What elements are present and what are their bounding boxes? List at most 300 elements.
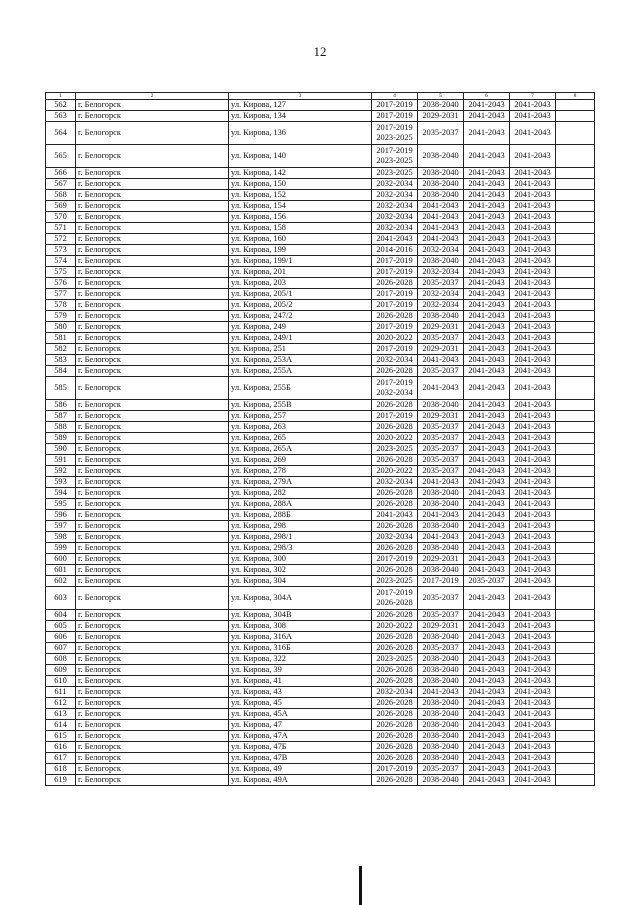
period-col6-cell: 2041-2043 bbox=[464, 543, 510, 554]
row-number-cell: 609 bbox=[46, 665, 76, 676]
col8-cell bbox=[556, 654, 595, 665]
city-cell: г. Белогорск bbox=[76, 333, 229, 344]
period-col5-cell: 2038-2040 bbox=[418, 731, 464, 742]
period-col5-cell: 2041-2043 bbox=[418, 510, 464, 521]
city-cell: г. Белогорск bbox=[76, 499, 229, 510]
city-cell: г. Белогорск bbox=[76, 433, 229, 444]
column-number: 4 bbox=[372, 93, 418, 100]
period-col6-cell: 2041-2043 bbox=[464, 179, 510, 190]
period-col6-cell: 2041-2043 bbox=[464, 587, 510, 610]
period-col7-cell: 2041-2043 bbox=[510, 256, 556, 267]
table-row bbox=[46, 510, 595, 521]
period-col5-cell: 2038-2040 bbox=[418, 632, 464, 643]
city-cell: г. Белогорск bbox=[76, 122, 229, 145]
period-col5-cell: 2029-2031 bbox=[418, 322, 464, 333]
address-cell: ул. Кирова, 49 bbox=[229, 764, 372, 775]
table-row bbox=[46, 632, 595, 643]
period-col6-cell: 2041-2043 bbox=[464, 521, 510, 532]
table-row bbox=[46, 742, 595, 753]
period-col7-cell: 2041-2043 bbox=[510, 455, 556, 466]
col8-cell bbox=[556, 554, 595, 565]
city-cell: г. Белогорск bbox=[76, 311, 229, 322]
city-cell: г. Белогорск bbox=[76, 455, 229, 466]
city-cell: г. Белогорск bbox=[76, 422, 229, 433]
address-cell: ул. Кирова, 45 bbox=[229, 698, 372, 709]
table-row bbox=[46, 111, 595, 122]
col8-cell bbox=[556, 709, 595, 720]
period-col4-cell: 2026-2028 bbox=[372, 676, 418, 687]
address-cell: ул. Кирова, 158 bbox=[229, 223, 372, 234]
address-cell: ул. Кирова, 45А bbox=[229, 709, 372, 720]
row-number-cell: 586 bbox=[46, 400, 76, 411]
period-col7-cell: 2041-2043 bbox=[510, 433, 556, 444]
row-number-cell: 571 bbox=[46, 223, 76, 234]
col8-cell bbox=[556, 122, 595, 145]
period-col4-cell: 2026-2028 bbox=[372, 543, 418, 554]
period-col6-cell: 2041-2043 bbox=[464, 433, 510, 444]
city-cell: г. Белогорск bbox=[76, 753, 229, 764]
period-col7-cell: 2041-2043 bbox=[510, 168, 556, 179]
period-col6-cell: 2035-2037 bbox=[464, 576, 510, 587]
period-col6-cell: 2041-2043 bbox=[464, 122, 510, 145]
table-row bbox=[46, 300, 595, 311]
row-number-cell: 566 bbox=[46, 168, 76, 179]
period-col5-cell: 2038-2040 bbox=[418, 521, 464, 532]
table-row bbox=[46, 576, 595, 587]
table-row bbox=[46, 234, 595, 245]
row-number-cell: 581 bbox=[46, 333, 76, 344]
period-col4-cell: 2026-2028 bbox=[372, 565, 418, 576]
city-cell: г. Белогорск bbox=[76, 742, 229, 753]
row-number-cell: 617 bbox=[46, 753, 76, 764]
table-row bbox=[46, 122, 595, 145]
period-col5-cell: 2035-2037 bbox=[418, 610, 464, 621]
city-cell: г. Белогорск bbox=[76, 587, 229, 610]
period-col5-cell: 2035-2037 bbox=[418, 366, 464, 377]
city-cell: г. Белогорск bbox=[76, 267, 229, 278]
period-col4-cell: 2023-2025 bbox=[372, 444, 418, 455]
city-cell: г. Белогорск bbox=[76, 444, 229, 455]
table-row bbox=[46, 565, 595, 576]
period-col6-cell: 2041-2043 bbox=[464, 234, 510, 245]
col8-cell bbox=[556, 543, 595, 554]
row-number-cell: 570 bbox=[46, 212, 76, 223]
address-cell: ул. Кирова, 304В bbox=[229, 610, 372, 621]
period-col7-cell: 2041-2043 bbox=[510, 709, 556, 720]
period-col5-cell: 2038-2040 bbox=[418, 709, 464, 720]
address-cell: ул. Кирова, 288А bbox=[229, 499, 372, 510]
address-cell: ул. Кирова, 160 bbox=[229, 234, 372, 245]
address-cell: ул. Кирова, 142 bbox=[229, 168, 372, 179]
period-col7-cell: 2041-2043 bbox=[510, 477, 556, 488]
row-number-cell: 576 bbox=[46, 278, 76, 289]
table-row bbox=[46, 444, 595, 455]
period-col4-cell: 2032-2034 bbox=[372, 477, 418, 488]
period-col6-cell: 2041-2043 bbox=[464, 422, 510, 433]
city-cell: г. Белогорск bbox=[76, 466, 229, 477]
period-col5-cell: 2035-2037 bbox=[418, 122, 464, 145]
table-row bbox=[46, 488, 595, 499]
period-col4-cell: 2020-2022 bbox=[372, 433, 418, 444]
col8-cell bbox=[556, 234, 595, 245]
period-col5-cell: 2041-2043 bbox=[418, 532, 464, 543]
col8-cell bbox=[556, 411, 595, 422]
col8-cell bbox=[556, 510, 595, 521]
row-number-cell: 611 bbox=[46, 687, 76, 698]
col8-cell bbox=[556, 212, 595, 223]
period-col5-cell: 2035-2037 bbox=[418, 643, 464, 654]
period-col5-cell: 2035-2037 bbox=[418, 278, 464, 289]
address-cell: ул. Кирова, 255А bbox=[229, 366, 372, 377]
period-col4-cell: 2017-2019 bbox=[372, 554, 418, 565]
city-cell: г. Белогорск bbox=[76, 720, 229, 731]
period-col7-cell: 2041-2043 bbox=[510, 212, 556, 223]
city-cell: г. Белогорск bbox=[76, 477, 229, 488]
address-cell: ул. Кирова, 278 bbox=[229, 466, 372, 477]
table-row bbox=[46, 190, 595, 201]
period-col5-cell: 2041-2043 bbox=[418, 212, 464, 223]
col8-cell bbox=[556, 742, 595, 753]
address-cell: ул. Кирова, 249/1 bbox=[229, 333, 372, 344]
period-col7-cell: 2041-2043 bbox=[510, 234, 556, 245]
table-row bbox=[46, 322, 595, 333]
period-col4-cell: 2017-2019 bbox=[372, 344, 418, 355]
row-number-cell: 606 bbox=[46, 632, 76, 643]
table-row bbox=[46, 355, 595, 366]
col8-cell bbox=[556, 245, 595, 256]
city-cell: г. Белогорск bbox=[76, 610, 229, 621]
col8-cell bbox=[556, 576, 595, 587]
period-col5-cell: 2038-2040 bbox=[418, 543, 464, 554]
period-col6-cell: 2041-2043 bbox=[464, 665, 510, 676]
period-col7-cell: 2041-2043 bbox=[510, 587, 556, 610]
period-col6-cell: 2041-2043 bbox=[464, 311, 510, 322]
address-cell: ул. Кирова, 300 bbox=[229, 554, 372, 565]
period-col4-cell: 2026-2028 bbox=[372, 422, 418, 433]
period-col6-cell: 2041-2043 bbox=[464, 111, 510, 122]
period-col4-cell: 2032-2034 bbox=[372, 223, 418, 234]
period-col4-cell: 2026-2028 bbox=[372, 643, 418, 654]
address-cell: ул. Кирова, 304А bbox=[229, 587, 372, 610]
address-cell: ул. Кирова, 152 bbox=[229, 190, 372, 201]
row-number-cell: 575 bbox=[46, 267, 76, 278]
period-col4-cell: 2017-2019 2023-2025 bbox=[372, 122, 418, 145]
period-col7-cell: 2041-2043 bbox=[510, 355, 556, 366]
period-col5-cell: 2035-2037 bbox=[418, 455, 464, 466]
city-cell: г. Белогорск bbox=[76, 632, 229, 643]
col8-cell bbox=[556, 333, 595, 344]
city-cell: г. Белогорск bbox=[76, 411, 229, 422]
row-number-cell: 603 bbox=[46, 587, 76, 610]
row-number-cell: 593 bbox=[46, 477, 76, 488]
period-col7-cell: 2041-2043 bbox=[510, 322, 556, 333]
period-col7-cell: 2041-2043 bbox=[510, 145, 556, 168]
period-col5-cell: 2041-2043 bbox=[418, 355, 464, 366]
col8-cell bbox=[556, 455, 595, 466]
col8-cell bbox=[556, 256, 595, 267]
col8-cell bbox=[556, 433, 595, 444]
period-col6-cell: 2041-2043 bbox=[464, 411, 510, 422]
period-col5-cell: 2038-2040 bbox=[418, 775, 464, 786]
period-col7-cell: 2041-2043 bbox=[510, 400, 556, 411]
address-cell: ул. Кирова, 150 bbox=[229, 179, 372, 190]
city-cell: г. Белогорск bbox=[76, 764, 229, 775]
table-row bbox=[46, 499, 595, 510]
table-row bbox=[46, 720, 595, 731]
period-col6-cell: 2041-2043 bbox=[464, 554, 510, 565]
col8-cell bbox=[556, 565, 595, 576]
table-row bbox=[46, 212, 595, 223]
register-table bbox=[45, 92, 595, 786]
col8-cell bbox=[556, 223, 595, 234]
col8-cell bbox=[556, 311, 595, 322]
col8-cell bbox=[556, 466, 595, 477]
city-cell: г. Белогорск bbox=[76, 168, 229, 179]
period-col4-cell: 2023-2025 bbox=[372, 654, 418, 665]
table-row bbox=[46, 643, 595, 654]
address-cell: ул. Кирова, 247/2 bbox=[229, 311, 372, 322]
address-cell: ул. Кирова, 156 bbox=[229, 212, 372, 223]
row-number-cell: 619 bbox=[46, 775, 76, 786]
period-col5-cell: 2035-2037 bbox=[418, 333, 464, 344]
address-cell: ул. Кирова, 201 bbox=[229, 267, 372, 278]
row-number-cell: 585 bbox=[46, 377, 76, 400]
row-number-cell: 568 bbox=[46, 190, 76, 201]
address-cell: ул. Кирова, 47Б bbox=[229, 742, 372, 753]
address-cell: ул. Кирова, 265А bbox=[229, 444, 372, 455]
period-col7-cell: 2041-2043 bbox=[510, 687, 556, 698]
column-number-row bbox=[46, 93, 595, 100]
period-col6-cell: 2041-2043 bbox=[464, 687, 510, 698]
col8-cell bbox=[556, 444, 595, 455]
city-cell: г. Белогорск bbox=[76, 223, 229, 234]
col8-cell bbox=[556, 521, 595, 532]
period-col4-cell: 2026-2028 bbox=[372, 521, 418, 532]
period-col5-cell: 2041-2043 bbox=[418, 687, 464, 698]
col8-cell bbox=[556, 775, 595, 786]
period-col4-cell: 2017-2019 bbox=[372, 300, 418, 311]
table-row bbox=[46, 731, 595, 742]
table-row bbox=[46, 201, 595, 212]
table-row bbox=[46, 698, 595, 709]
city-cell: г. Белогорск bbox=[76, 145, 229, 168]
address-cell: ул. Кирова, 136 bbox=[229, 122, 372, 145]
col8-cell bbox=[556, 300, 595, 311]
period-col6-cell: 2041-2043 bbox=[464, 455, 510, 466]
address-cell: ул. Кирова, 316Б bbox=[229, 643, 372, 654]
period-col5-cell: 2038-2040 bbox=[418, 499, 464, 510]
table-row bbox=[46, 344, 595, 355]
address-cell: ул. Кирова, 298/1 bbox=[229, 532, 372, 543]
address-cell: ул. Кирова, 263 bbox=[229, 422, 372, 433]
address-cell: ул. Кирова, 269 bbox=[229, 455, 372, 466]
period-col5-cell: 2038-2040 bbox=[418, 311, 464, 322]
period-col4-cell: 2026-2028 bbox=[372, 731, 418, 742]
table-row bbox=[46, 477, 595, 488]
period-col7-cell: 2041-2043 bbox=[510, 190, 556, 201]
period-col7-cell: 2041-2043 bbox=[510, 532, 556, 543]
period-col6-cell: 2041-2043 bbox=[464, 212, 510, 223]
period-col5-cell: 2038-2040 bbox=[418, 179, 464, 190]
col8-cell bbox=[556, 190, 595, 201]
period-col6-cell: 2041-2043 bbox=[464, 610, 510, 621]
row-number-cell: 582 bbox=[46, 344, 76, 355]
address-cell: ул. Кирова, 47 bbox=[229, 720, 372, 731]
address-cell: ул. Кирова, 199 bbox=[229, 245, 372, 256]
period-col7-cell: 2041-2043 bbox=[510, 311, 556, 322]
period-col5-cell: 2029-2031 bbox=[418, 411, 464, 422]
address-cell: ул. Кирова, 154 bbox=[229, 201, 372, 212]
address-cell: ул. Кирова, 257 bbox=[229, 411, 372, 422]
address-cell: ул. Кирова, 282 bbox=[229, 488, 372, 499]
row-number-cell: 579 bbox=[46, 311, 76, 322]
city-cell: г. Белогорск bbox=[76, 179, 229, 190]
address-cell: ул. Кирова, 298 bbox=[229, 521, 372, 532]
city-cell: г. Белогорск bbox=[76, 521, 229, 532]
period-col4-cell: 2026-2028 bbox=[372, 742, 418, 753]
address-cell: ул. Кирова, 47В bbox=[229, 753, 372, 764]
period-col4-cell: 2026-2028 bbox=[372, 632, 418, 643]
col8-cell bbox=[556, 168, 595, 179]
address-cell: ул. Кирова, 41 bbox=[229, 676, 372, 687]
period-col4-cell: 2026-2028 bbox=[372, 311, 418, 322]
city-cell: г. Белогорск bbox=[76, 344, 229, 355]
period-col5-cell: 2029-2031 bbox=[418, 111, 464, 122]
address-cell: ул. Кирова, 205/1 bbox=[229, 289, 372, 300]
row-number-cell: 614 bbox=[46, 720, 76, 731]
col8-cell bbox=[556, 322, 595, 333]
address-cell: ул. Кирова, 316А bbox=[229, 632, 372, 643]
row-number-cell: 605 bbox=[46, 621, 76, 632]
address-cell: ул. Кирова, 308 bbox=[229, 621, 372, 632]
period-col4-cell: 2017-2019 bbox=[372, 322, 418, 333]
period-col6-cell: 2041-2043 bbox=[464, 654, 510, 665]
city-cell: г. Белогорск bbox=[76, 709, 229, 720]
row-number-cell: 595 bbox=[46, 499, 76, 510]
period-col7-cell: 2041-2043 bbox=[510, 344, 556, 355]
table-row bbox=[46, 145, 595, 168]
table-row bbox=[46, 709, 595, 720]
table-row bbox=[46, 587, 595, 610]
address-cell: ул. Кирова, 298/3 bbox=[229, 543, 372, 554]
period-col5-cell: 2038-2040 bbox=[418, 190, 464, 201]
row-number-cell: 567 bbox=[46, 179, 76, 190]
row-number-cell: 601 bbox=[46, 565, 76, 576]
col8-cell bbox=[556, 621, 595, 632]
period-col7-cell: 2041-2043 bbox=[510, 665, 556, 676]
period-col6-cell: 2041-2043 bbox=[464, 223, 510, 234]
period-col7-cell: 2041-2043 bbox=[510, 742, 556, 753]
period-col6-cell: 2041-2043 bbox=[464, 643, 510, 654]
period-col5-cell: 2038-2040 bbox=[418, 565, 464, 576]
table-row bbox=[46, 543, 595, 554]
period-col7-cell: 2041-2043 bbox=[510, 278, 556, 289]
city-cell: г. Белогорск bbox=[76, 201, 229, 212]
period-col6-cell: 2041-2043 bbox=[464, 764, 510, 775]
address-cell: ул. Кирова, 249 bbox=[229, 322, 372, 333]
period-col5-cell: 2038-2040 bbox=[418, 145, 464, 168]
period-col4-cell: 2017-2019 bbox=[372, 764, 418, 775]
city-cell: г. Белогорск bbox=[76, 554, 229, 565]
row-number-cell: 564 bbox=[46, 122, 76, 145]
city-cell: г. Белогорск bbox=[76, 687, 229, 698]
table-row bbox=[46, 256, 595, 267]
period-col4-cell: 2017-2019 bbox=[372, 111, 418, 122]
period-col6-cell: 2041-2043 bbox=[464, 190, 510, 201]
period-col7-cell: 2041-2043 bbox=[510, 333, 556, 344]
period-col7-cell: 2041-2043 bbox=[510, 201, 556, 212]
row-number-cell: 596 bbox=[46, 510, 76, 521]
period-col7-cell: 2041-2043 bbox=[510, 543, 556, 554]
period-col6-cell: 2041-2043 bbox=[464, 532, 510, 543]
address-cell: ул. Кирова, 49А bbox=[229, 775, 372, 786]
address-cell: ул. Кирова, 265 bbox=[229, 433, 372, 444]
city-cell: г. Белогорск bbox=[76, 234, 229, 245]
row-number-cell: 607 bbox=[46, 643, 76, 654]
period-col4-cell: 2041-2043 bbox=[372, 234, 418, 245]
row-number-cell: 594 bbox=[46, 488, 76, 499]
period-col6-cell: 2041-2043 bbox=[464, 444, 510, 455]
period-col4-cell: 2017-2019 bbox=[372, 100, 418, 111]
period-col5-cell: 2035-2037 bbox=[418, 764, 464, 775]
address-cell: ул. Кирова, 43 bbox=[229, 687, 372, 698]
address-cell: ул. Кирова, 253А bbox=[229, 355, 372, 366]
period-col4-cell: 2032-2034 bbox=[372, 212, 418, 223]
col8-cell bbox=[556, 100, 595, 111]
period-col5-cell: 2035-2037 bbox=[418, 466, 464, 477]
row-number-cell: 615 bbox=[46, 731, 76, 742]
period-col7-cell: 2041-2043 bbox=[510, 676, 556, 687]
col8-cell bbox=[556, 400, 595, 411]
column-number: 5 bbox=[418, 93, 464, 100]
city-cell: г. Белогорск bbox=[76, 643, 229, 654]
address-cell: ул. Кирова, 203 bbox=[229, 278, 372, 289]
period-col6-cell: 2041-2043 bbox=[464, 753, 510, 764]
col8-cell bbox=[556, 698, 595, 709]
city-cell: г. Белогорск bbox=[76, 532, 229, 543]
col8-cell bbox=[556, 587, 595, 610]
period-col5-cell: 2029-2031 bbox=[418, 344, 464, 355]
period-col7-cell: 2041-2043 bbox=[510, 377, 556, 400]
period-col7-cell: 2041-2043 bbox=[510, 654, 556, 665]
row-number-cell: 604 bbox=[46, 610, 76, 621]
address-cell: ул. Кирова, 255В bbox=[229, 400, 372, 411]
period-col4-cell: 2032-2034 bbox=[372, 190, 418, 201]
period-col4-cell: 2023-2025 bbox=[372, 168, 418, 179]
col8-cell bbox=[556, 289, 595, 300]
row-number-cell: 587 bbox=[46, 411, 76, 422]
period-col7-cell: 2041-2043 bbox=[510, 499, 556, 510]
period-col4-cell: 2026-2028 bbox=[372, 775, 418, 786]
period-col7-cell: 2041-2043 bbox=[510, 643, 556, 654]
period-col5-cell: 2035-2037 bbox=[418, 422, 464, 433]
col8-cell bbox=[556, 488, 595, 499]
period-col6-cell: 2041-2043 bbox=[464, 775, 510, 786]
table-body bbox=[46, 93, 595, 786]
period-col5-cell: 2038-2040 bbox=[418, 753, 464, 764]
period-col4-cell: 2014-2016 bbox=[372, 245, 418, 256]
period-col5-cell: 2035-2037 bbox=[418, 587, 464, 610]
col8-cell bbox=[556, 422, 595, 433]
period-col4-cell: 2017-2019 bbox=[372, 256, 418, 267]
period-col4-cell: 2026-2028 bbox=[372, 400, 418, 411]
col8-cell bbox=[556, 753, 595, 764]
address-cell: ул. Кирова, 251 bbox=[229, 344, 372, 355]
period-col5-cell: 2038-2040 bbox=[418, 665, 464, 676]
column-number: 6 bbox=[464, 93, 510, 100]
row-number-cell: 572 bbox=[46, 234, 76, 245]
column-number: 3 bbox=[229, 93, 372, 100]
